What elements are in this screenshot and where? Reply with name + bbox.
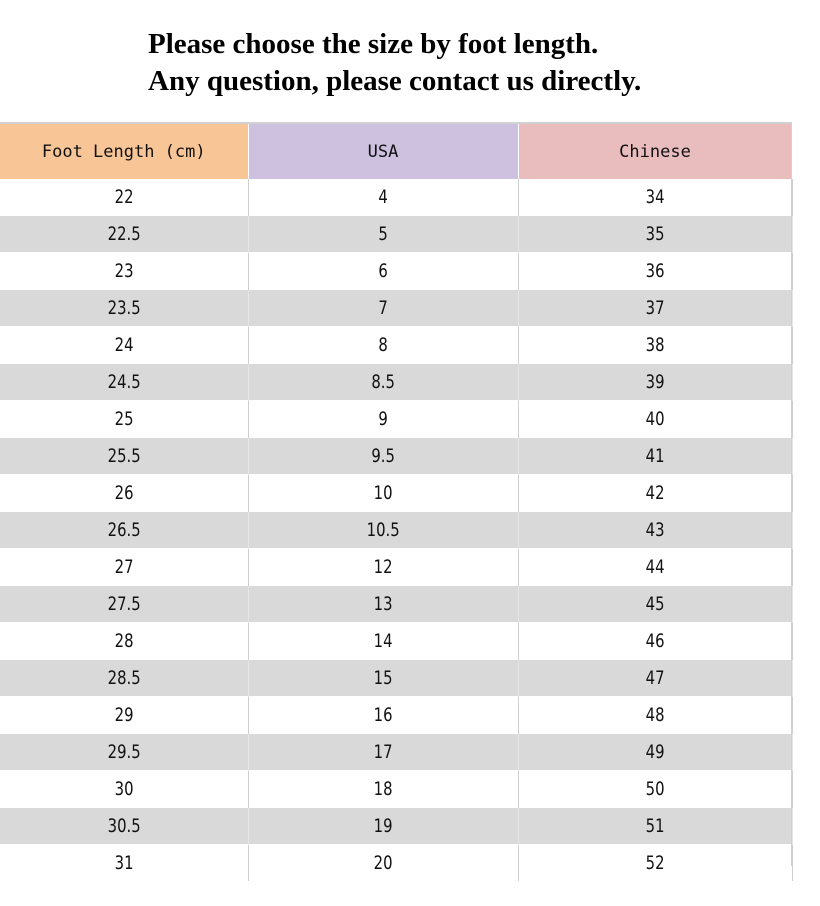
heading-line-2: Any question, please contact us directly.	[148, 65, 642, 97]
chinese-size-cell	[518, 512, 792, 549]
foot-length-cell	[0, 290, 248, 327]
foot-length-cell-text: 24	[114, 334, 134, 356]
usa-size-cell-text: 19	[373, 815, 393, 837]
chinese-size-cell	[518, 586, 792, 623]
chinese-size-cell	[518, 253, 792, 290]
table-row	[0, 290, 792, 327]
size-chart-header	[0, 124, 792, 179]
usa-size-cell	[248, 438, 518, 475]
chinese-size-cell	[518, 364, 792, 401]
foot-length-cell-text: 28.5	[107, 667, 141, 689]
usa-size-cell	[248, 216, 518, 253]
chinese-size-cell	[518, 401, 792, 438]
foot-length-cell	[0, 549, 248, 586]
foot-length-cell	[0, 216, 248, 253]
foot-length-cell-text: 26	[114, 482, 134, 504]
foot-length-cell	[0, 771, 248, 808]
usa-size-cell	[248, 734, 518, 771]
usa-size-cell-text: 7	[378, 297, 388, 319]
size-chart-body	[0, 179, 792, 881]
table-row	[0, 808, 792, 845]
foot-length-cell	[0, 401, 248, 438]
table-row	[0, 586, 792, 623]
chinese-size-cell	[518, 623, 792, 660]
table-row	[0, 327, 792, 364]
chinese-size-cell	[518, 549, 792, 586]
foot-length-cell	[0, 475, 248, 512]
foot-length-cell	[0, 512, 248, 549]
foot-length-cell-text: 27.5	[107, 593, 141, 615]
usa-size-cell-text: 16	[373, 704, 393, 726]
usa-size-cell	[248, 808, 518, 845]
chinese-size-cell-text: 38	[645, 334, 665, 356]
foot-length-cell	[0, 808, 248, 845]
chinese-size-cell	[518, 327, 792, 364]
foot-length-cell-text: 25.5	[107, 445, 141, 467]
header-row	[0, 124, 792, 179]
chinese-size-cell	[518, 771, 792, 808]
foot-length-cell	[0, 253, 248, 290]
chinese-size-cell	[518, 475, 792, 512]
chinese-size-cell-text: 42	[645, 482, 665, 504]
chinese-size-cell-text: 35	[645, 223, 665, 245]
usa-size-cell	[248, 401, 518, 438]
chinese-size-cell-text: 46	[645, 630, 665, 652]
chinese-size-cell	[518, 438, 792, 475]
chinese-size-cell	[518, 734, 792, 771]
usa-size-cell	[248, 475, 518, 512]
table-row	[0, 697, 792, 734]
chinese-size-cell	[518, 697, 792, 734]
usa-size-cell-text: 6	[378, 260, 388, 282]
foot-length-cell-text: 28	[114, 630, 134, 652]
usa-size-cell-text: 15	[373, 667, 393, 689]
usa-size-cell-text: 10.5	[366, 519, 400, 541]
foot-length-cell-text: 26.5	[107, 519, 141, 541]
foot-length-cell-text: 22.5	[107, 223, 141, 245]
foot-length-cell	[0, 327, 248, 364]
usa-size-cell-text: 4	[378, 186, 388, 208]
usa-size-cell-text: 13	[373, 593, 393, 615]
usa-size-cell	[248, 290, 518, 327]
usa-size-cell-text: 20	[373, 852, 393, 874]
chinese-size-cell	[518, 216, 792, 253]
chinese-size-cell	[518, 808, 792, 845]
chinese-size-cell-text: 34	[645, 186, 665, 208]
usa-size-cell	[248, 771, 518, 808]
foot-length-cell	[0, 697, 248, 734]
usa-size-cell-text: 17	[373, 741, 393, 763]
usa-size-cell	[248, 327, 518, 364]
chinese-size-cell-text: 51	[645, 815, 665, 837]
header-foot-length: Foot Length (cm)	[0, 124, 248, 179]
foot-length-cell-text: 30	[114, 778, 134, 800]
chinese-size-cell-text: 44	[645, 556, 665, 578]
chinese-size-cell-text: 37	[645, 297, 665, 319]
table-row	[0, 512, 792, 549]
usa-size-cell-text: 8	[378, 334, 388, 356]
table-row	[0, 216, 792, 253]
usa-size-cell	[248, 179, 518, 216]
usa-size-cell	[248, 253, 518, 290]
foot-length-cell-text: 29	[114, 704, 134, 726]
foot-length-cell	[0, 623, 248, 660]
usa-size-cell-text: 9	[378, 408, 388, 430]
chinese-size-cell-text: 43	[645, 519, 665, 541]
header-usa: USA	[248, 124, 518, 179]
table-row	[0, 660, 792, 697]
foot-length-cell-text: 22	[114, 186, 134, 208]
foot-length-cell	[0, 364, 248, 401]
chinese-size-cell-text: 41	[645, 445, 665, 467]
usa-size-cell-text: 8.5	[371, 371, 395, 393]
table-right-border	[791, 122, 792, 866]
chinese-size-cell	[518, 845, 792, 882]
usa-size-cell-text: 18	[373, 778, 393, 800]
heading-line-1: Please choose the size by foot length.	[148, 28, 599, 60]
table-row	[0, 364, 792, 401]
usa-size-cell-text: 12	[373, 556, 393, 578]
page-heading	[148, 26, 641, 100]
foot-length-cell-text: 30.5	[107, 815, 141, 837]
table-row	[0, 401, 792, 438]
usa-size-cell	[248, 845, 518, 882]
usa-size-cell	[248, 586, 518, 623]
table-row	[0, 475, 792, 512]
chinese-size-cell-text: 49	[645, 741, 665, 763]
usa-size-cell-text: 14	[373, 630, 393, 652]
usa-size-cell	[248, 623, 518, 660]
foot-length-cell	[0, 586, 248, 623]
table-row	[0, 549, 792, 586]
foot-length-cell-text: 27	[114, 556, 134, 578]
chinese-size-cell	[518, 660, 792, 697]
table-row	[0, 438, 792, 475]
table-row	[0, 179, 792, 216]
usa-size-cell-text: 9.5	[371, 445, 395, 467]
chinese-size-cell	[518, 290, 792, 327]
foot-length-cell	[0, 660, 248, 697]
foot-length-cell	[0, 179, 248, 216]
chinese-size-cell-text: 48	[645, 704, 665, 726]
foot-length-cell-text: 24.5	[107, 371, 141, 393]
chinese-size-cell-text: 39	[645, 371, 665, 393]
foot-length-cell	[0, 438, 248, 475]
chinese-size-cell-text: 40	[645, 408, 665, 430]
chinese-size-cell-text: 47	[645, 667, 665, 689]
usa-size-cell	[248, 660, 518, 697]
foot-length-cell-text: 25	[114, 408, 134, 430]
table-row	[0, 734, 792, 771]
usa-size-cell	[248, 697, 518, 734]
foot-length-cell-text: 23.5	[107, 297, 141, 319]
chinese-size-cell-text: 50	[645, 778, 665, 800]
header-chinese: Chinese	[518, 124, 792, 179]
usa-size-cell-text: 5	[378, 223, 388, 245]
chinese-size-cell-text: 52	[645, 852, 665, 874]
foot-length-cell	[0, 845, 248, 882]
table-row	[0, 253, 792, 290]
usa-size-cell	[248, 512, 518, 549]
chinese-size-cell	[518, 179, 792, 216]
table-row	[0, 845, 792, 882]
table-row	[0, 623, 792, 660]
usa-size-cell	[248, 364, 518, 401]
foot-length-cell	[0, 734, 248, 771]
usa-size-cell	[248, 549, 518, 586]
foot-length-cell-text: 29.5	[107, 741, 141, 763]
table-row	[0, 771, 792, 808]
size-chart-table	[0, 124, 793, 881]
chinese-size-cell-text: 36	[645, 260, 665, 282]
usa-size-cell-text: 10	[373, 482, 393, 504]
chinese-size-cell-text: 45	[645, 593, 665, 615]
foot-length-cell-text: 31	[114, 852, 134, 874]
foot-length-cell-text: 23	[114, 260, 134, 282]
